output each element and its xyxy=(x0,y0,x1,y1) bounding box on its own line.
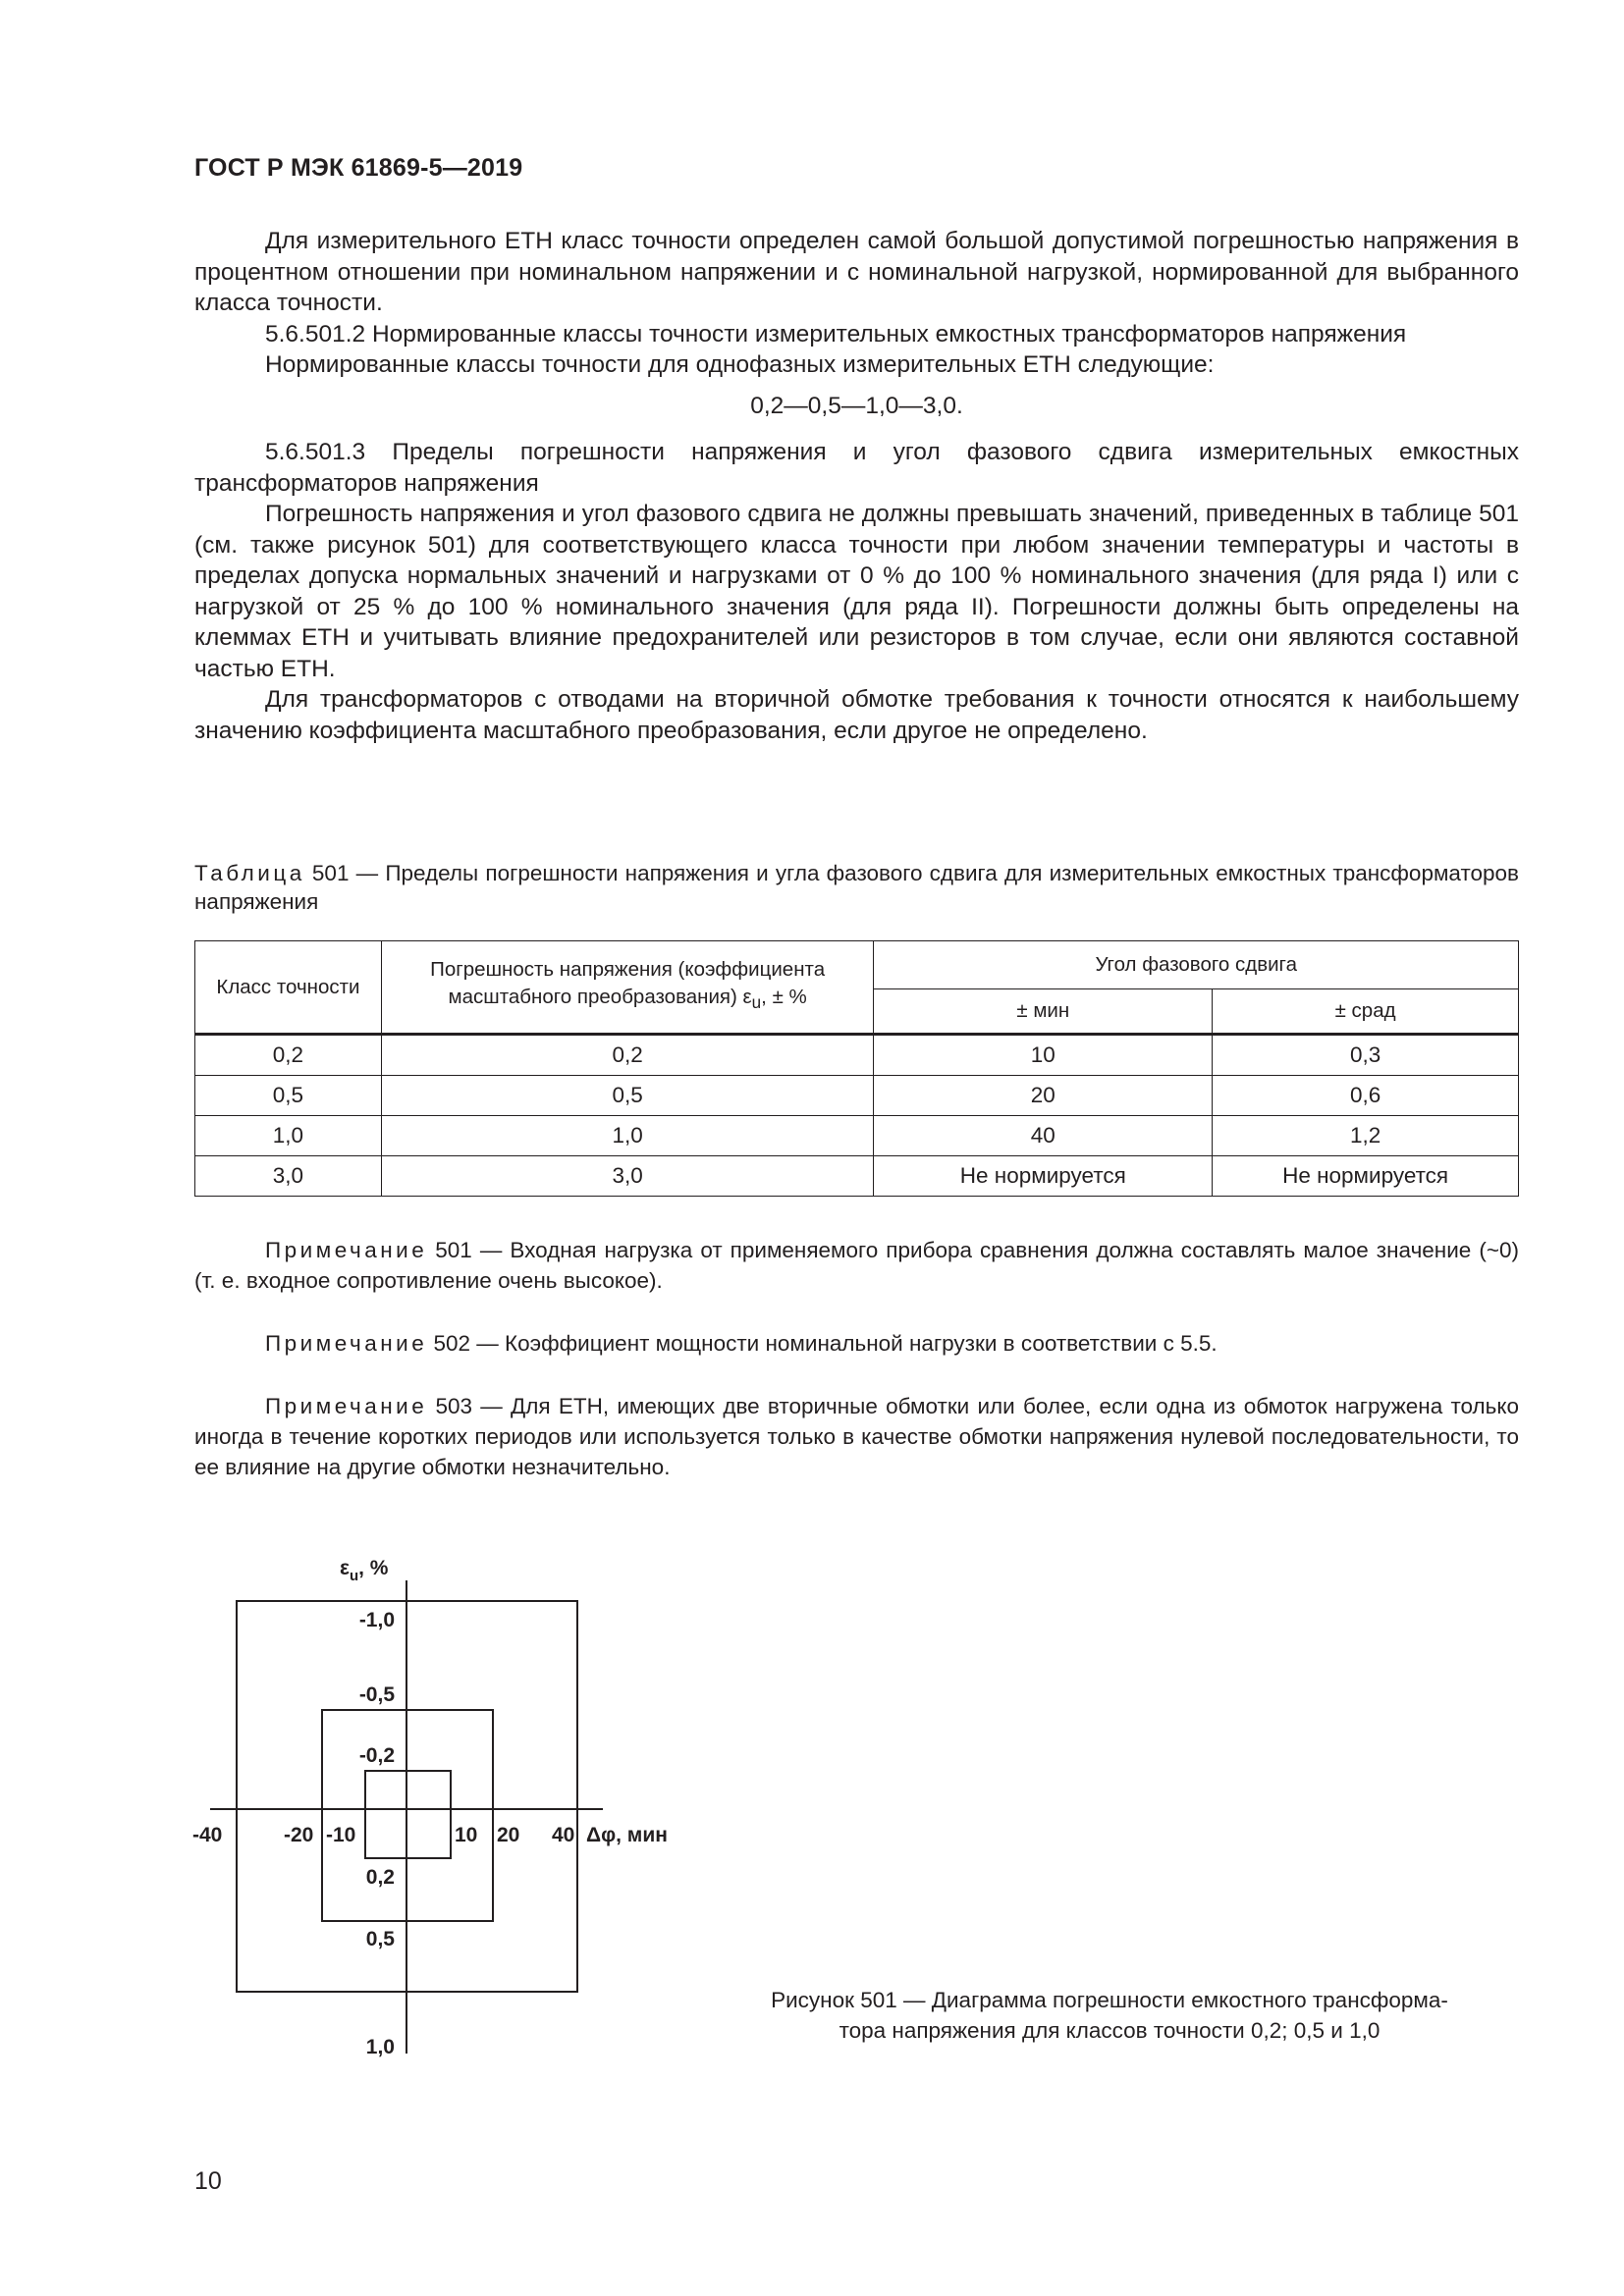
table-caption-text: 501 — Пределы погрешности напряжения и угла фазового сдвига для измерительных емкостных трансформаторов напряжения xyxy=(194,861,1519,914)
y-tick-label: -0,5 xyxy=(358,1683,395,1706)
col-header-error-sub: u xyxy=(751,993,762,1013)
class-0-2-limit-box xyxy=(365,1771,451,1858)
table-cell: 20 xyxy=(874,1076,1213,1116)
note-word: Примечание xyxy=(265,1238,428,1262)
table-cell: 0,6 xyxy=(1213,1076,1519,1116)
col-header-error-line2: масштабного преобразования) ε xyxy=(448,986,752,1009)
table-cell: 40 xyxy=(874,1116,1213,1156)
document-header: ГОСТ Р МЭК 61869-5—2019 xyxy=(194,154,523,182)
x-tick-label: -10 xyxy=(326,1824,356,1846)
x-tick-label: 40 xyxy=(552,1824,575,1846)
table-cell: 1,2 xyxy=(1213,1116,1519,1156)
table-cell: 10 xyxy=(874,1035,1213,1076)
y-axis-label: $\varepsilon_u$, % xyxy=(340,1557,389,1584)
col-header-error-line1: Погрешность напряжения (коэффициента xyxy=(430,958,826,982)
note-word: Примечание xyxy=(265,1331,428,1356)
table-cell: Не нормируется xyxy=(874,1156,1213,1197)
col-header-phase: Угол фазового сдвига xyxy=(874,941,1519,989)
note-text: 501 — Входная нагрузка от применяемого прибора сравнения должна составлять малое значение (~0) (т. е. входное сопротивление очень высокое). xyxy=(194,1238,1519,1293)
x-tick-label: -40 xyxy=(192,1824,223,1846)
col-header-crad: ± срад xyxy=(1213,989,1519,1035)
y-tick-label: 0,2 xyxy=(365,1866,395,1889)
page-number: 10 xyxy=(194,2167,222,2195)
x-tick-label: 20 xyxy=(497,1824,520,1846)
paragraph: Нормированные классы точности для однофазных измерительных ЕТН следующие: xyxy=(265,351,1215,378)
note-text: 502 — Коэффициент мощности номинальной нагрузки в соответствии с 5.5. xyxy=(427,1331,1218,1356)
paragraph: Погрешность напряжения и угол фазового сдвига не должны превышать значений, приведенных в таблице 501 (см. также рисунок 501) для соответствующего класса точности при любом значении температуры и частоты в пределах допуска нормальных значений и нагрузками от 0 % до 100 % номинального значения (для ряда I) или с нагрузкой от 25 % до 100 % номинального значения (для ряда II). Погрешности должны быть определены на клеммах ЕТН и учитывать влияние предохранителей или резисторов в том случае, если они являются составной частью ЕТН. xyxy=(194,501,1519,682)
table-cell: 3,0 xyxy=(381,1156,874,1197)
col-header-class: Класс точности xyxy=(195,941,382,1035)
table-cell: 3,0 xyxy=(195,1156,382,1197)
table-cell: 0,2 xyxy=(195,1035,382,1076)
table-cell: 1,0 xyxy=(195,1116,382,1156)
paragraph: Для измерительного ЕТН класс точности определен самой большой допустимой погрешностью напряжения в процентном отношении при номинальном напряжении и с номинальной нагрузкой, нормированной для выбранного класса точности. xyxy=(194,228,1519,316)
table-cell: 0,3 xyxy=(1213,1035,1519,1076)
col-header-min: ± мин xyxy=(874,989,1213,1035)
note-text: 503 — Для ЕТН, имеющих две вторичные обмотки или более, если одна из обмоток нагружена только иногда в течение коротких периодов или используется только в качестве обмотки напряжения нулевой последовательности, то ее влияние на другие обмотки незначительно. xyxy=(194,1394,1519,1479)
table-caption-word: Таблица xyxy=(194,861,305,885)
x-tick-label: -20 xyxy=(284,1824,314,1846)
section-heading: 5.6.501.3 Пределы погрешности напряжения и угол фазового сдвига измерительных емкостных трансформаторов напряжения xyxy=(194,439,1519,497)
figure-caption xyxy=(717,1985,1502,2046)
figure-caption-line2: тора напряжения для классов точности 0,2; 0,5 и 1,0 xyxy=(839,2018,1380,2043)
table-cell: 1,0 xyxy=(381,1116,874,1156)
y-tick-label: 1,0 xyxy=(365,2036,395,2058)
y-tick-label: 0,5 xyxy=(365,1928,395,1950)
note-word: Примечание xyxy=(265,1394,428,1418)
paragraph: Для трансформаторов с отводами на вторичной обмотке требования к точности относятся к наибольшему значению коэффициента масштабного преобразования, если другое не определено. xyxy=(194,686,1519,744)
table-cell: 0,5 xyxy=(381,1076,874,1116)
figure-caption-line1: Рисунок 501 — Диаграмма погрешности емкостного трансформа- xyxy=(771,1988,1448,2012)
accuracy-classes-formula: 0,2—0,5—1,0—3,0. xyxy=(750,392,963,419)
x-tick-label: 10 xyxy=(455,1824,478,1846)
col-header-error-tail: , ± % xyxy=(761,986,807,1009)
table-cell: 0,5 xyxy=(195,1076,382,1116)
y-tick-label: -0,2 xyxy=(358,1744,395,1767)
table-cell: 0,2 xyxy=(381,1035,874,1076)
table-cell: Не нормируется xyxy=(1213,1156,1519,1197)
x-axis-label: Δφ, мин xyxy=(586,1824,668,1846)
y-tick-label: -1,0 xyxy=(358,1609,395,1631)
section-heading: 5.6.501.2 Нормированные классы точности измерительных емкостных трансформаторов напряжения xyxy=(265,320,1407,347)
